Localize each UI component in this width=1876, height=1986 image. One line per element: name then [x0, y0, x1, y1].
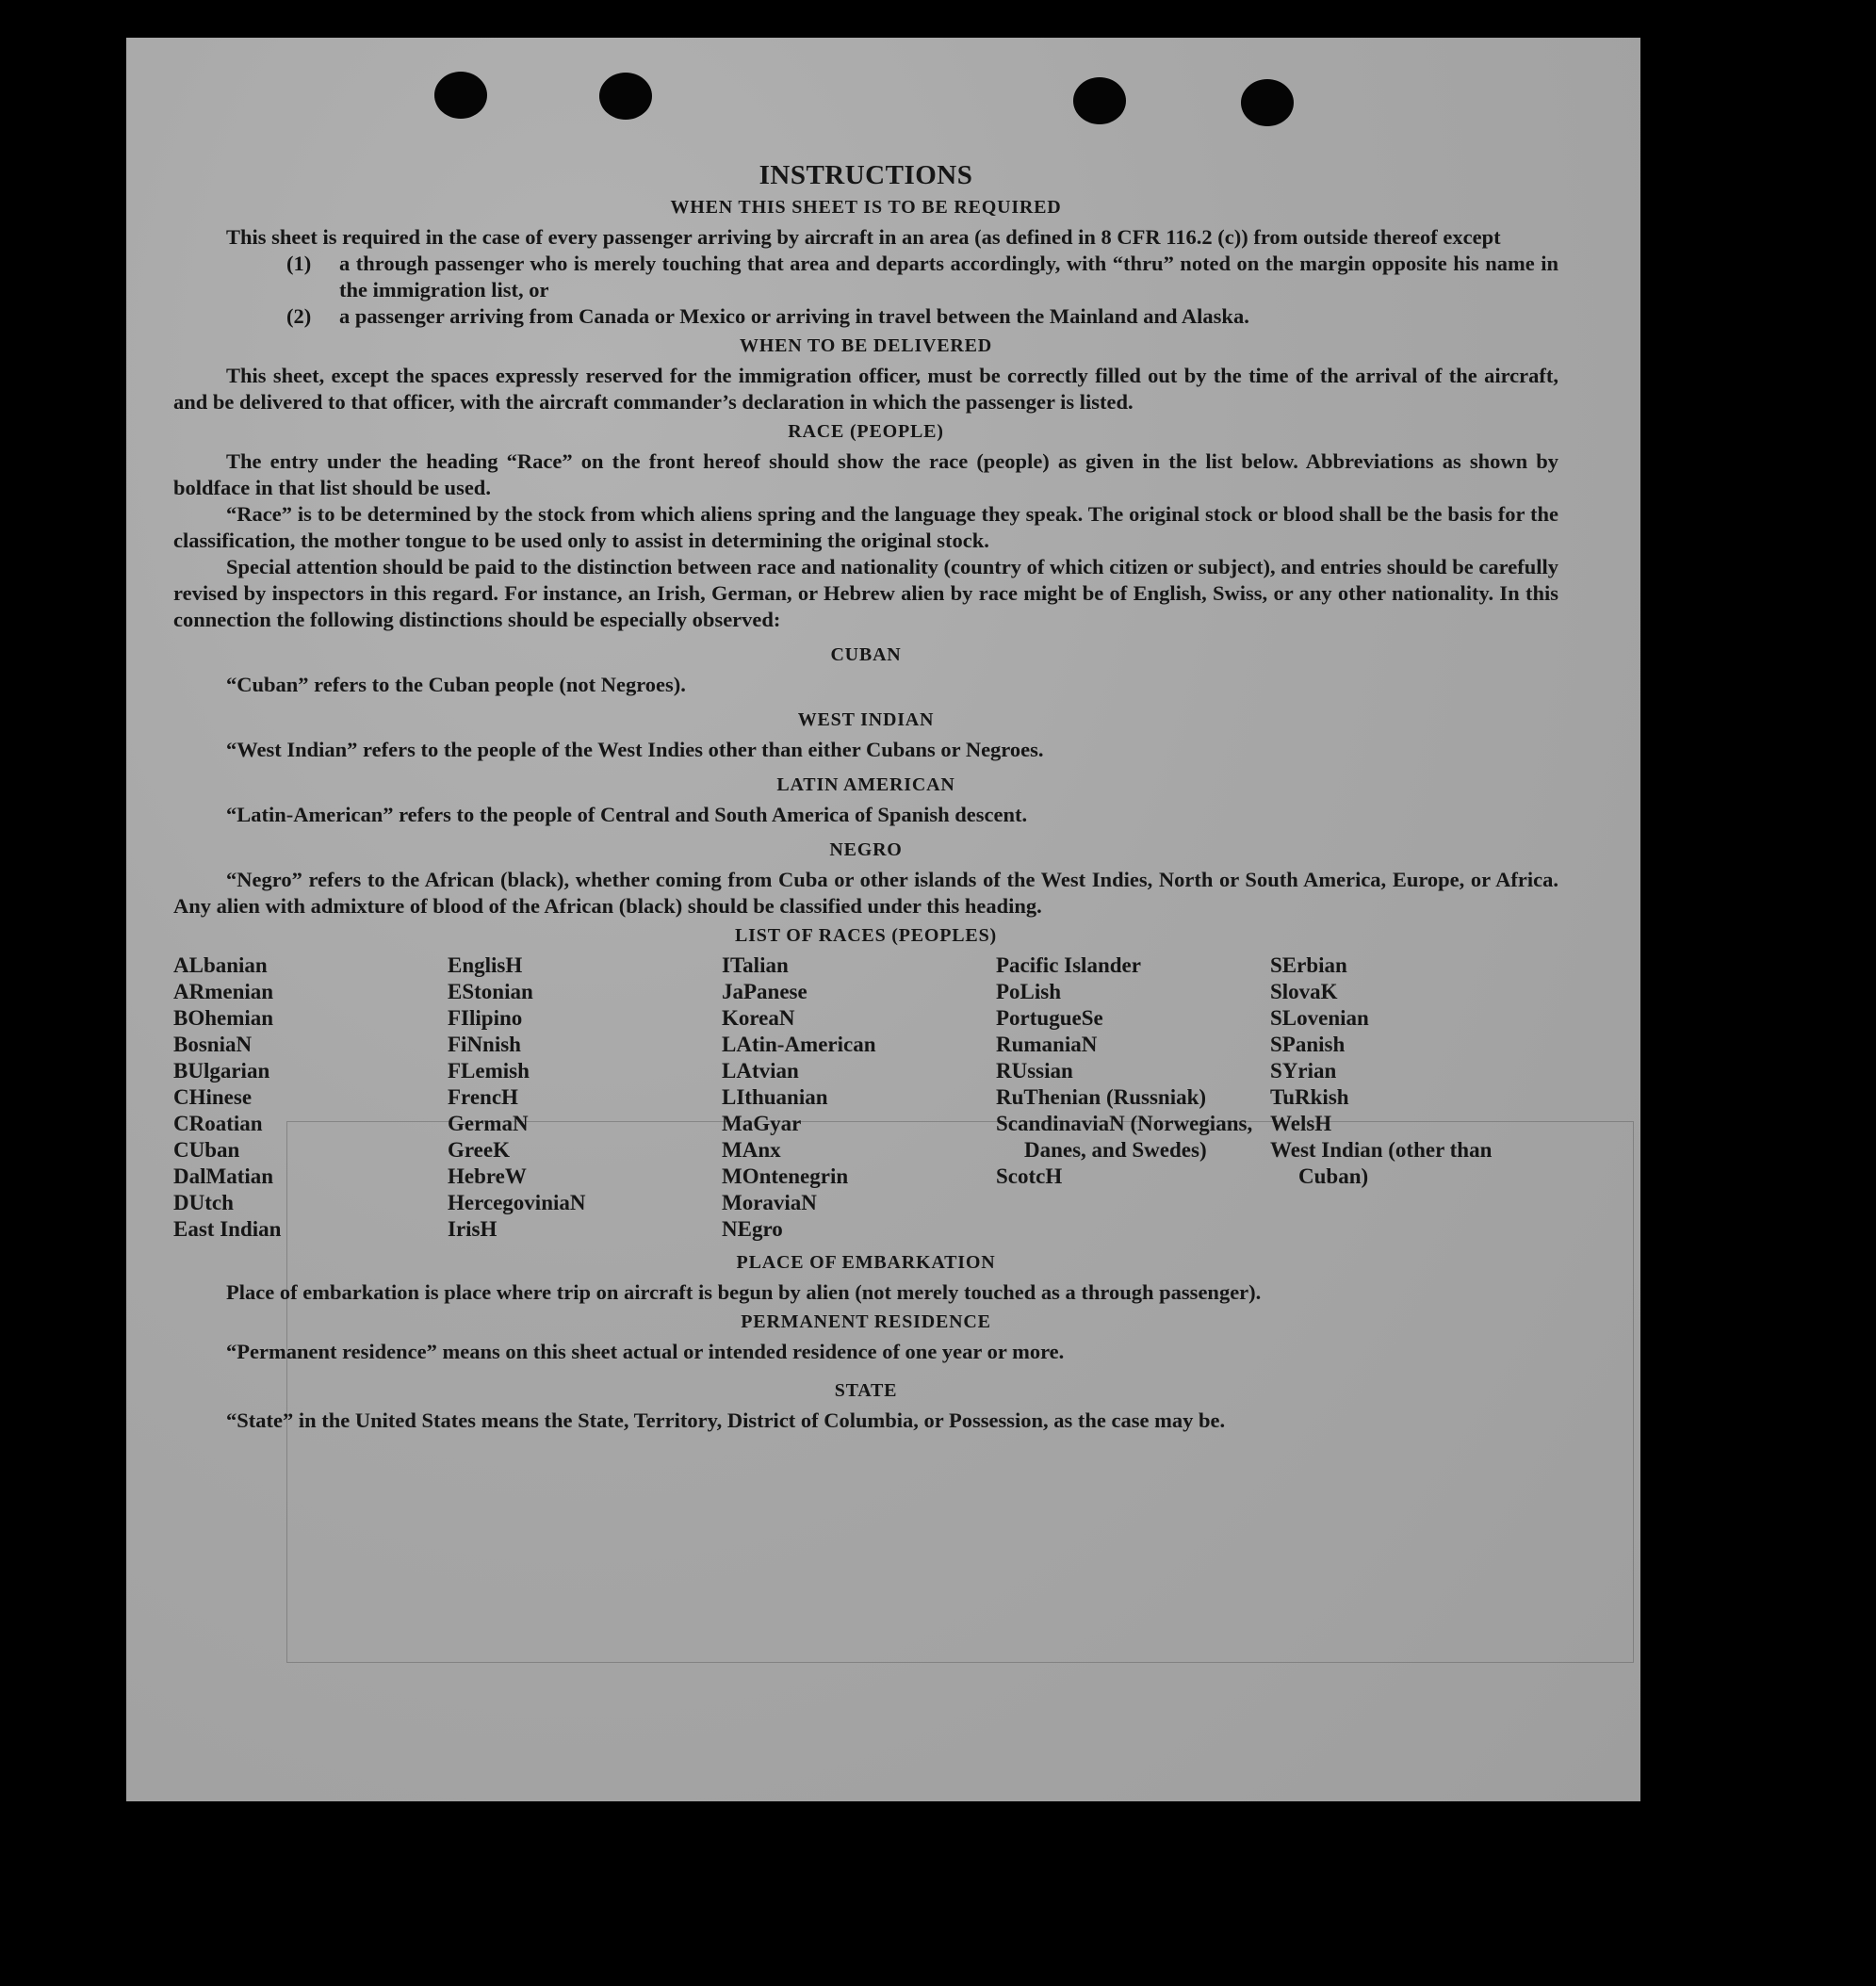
heading-state: STATE — [834, 1380, 898, 1401]
race-entry: ALbanian — [173, 953, 268, 977]
page-title: INSTRUCTIONS — [759, 160, 973, 190]
item-text: a passenger arriving from Canada or Mexico or arriving in travel between the Mainland and Alaska. — [339, 304, 1249, 328]
race-entry: East Indian — [173, 1217, 282, 1241]
race-paragraph-3: Special attention should be paid to the distinction between race and nationality (country of which citizen or subject), and entries should be carefully revised by inspectors in this regard. For instance, an Irish, German, or Hebrew alien by race might be of English, Swiss, or any other nationality. In this connection the following distinctions should be especially observed: — [173, 555, 1558, 631]
races-list — [173, 952, 1558, 1243]
punch-hole-4 — [1241, 79, 1294, 126]
heading-west-indian: WEST INDIAN — [797, 709, 935, 730]
race-entry: RumaniaN — [996, 1033, 1098, 1056]
race-entry: CRoatian — [173, 1112, 263, 1135]
punch-hole-3 — [1073, 77, 1126, 124]
race-entry: KoreaN — [722, 1006, 795, 1030]
races-column-2 — [448, 952, 722, 1243]
exception-item-1 — [286, 251, 1558, 303]
race-entry: DUtch — [173, 1191, 234, 1214]
heading-latin-american: LATIN AMERICAN — [776, 774, 955, 795]
race-entry: WelsH — [1270, 1112, 1332, 1135]
race-entry: DalMatian — [173, 1164, 274, 1188]
race-entry: CHinese — [173, 1085, 253, 1109]
when-delivered-text: This sheet, except the spaces expressly reserved for the immigration officer, must be correctly filled out by the time of the arrival of the aircraft, and be delivered to that officer, with the aircraft commander’s declaration in which the passenger is listed. — [173, 364, 1558, 414]
race-entry: HebreW — [448, 1164, 527, 1188]
embarkation-text: Place of embarkation is place where trip on aircraft is begun by alien (not merely touched as a through passenger). — [226, 1280, 1262, 1304]
instructions-content — [173, 160, 1558, 1434]
race-entry: JaPanese — [722, 980, 807, 1003]
item-text: a through passenger who is merely touching that area and departs accordingly, with “thru” noted on the margin opposite his name in the immigration list, or — [339, 252, 1558, 301]
heading-negro: NEGRO — [829, 839, 903, 860]
race-entry: SPanish — [1270, 1033, 1346, 1056]
race-entry: Pacific Islander — [996, 953, 1141, 977]
race-paragraph-1: The entry under the heading “Race” on the front hereof should show the race (people) as given in the list below. Abbreviations as shown by boldface in that list should be used. — [173, 449, 1558, 499]
race-entry: FrencH — [448, 1085, 518, 1109]
punch-hole-1 — [434, 72, 487, 119]
document-sheet — [126, 38, 1640, 1801]
item-number: (2) — [286, 304, 312, 328]
race-entry: HercegoviniaN — [448, 1191, 586, 1214]
races-column-3 — [722, 952, 996, 1243]
races-column-5 — [1270, 952, 1544, 1243]
heading-cuban: CUBAN — [830, 644, 902, 665]
punch-hole-2 — [599, 73, 652, 120]
race-entry: PoLish — [996, 980, 1062, 1003]
race-entry: RuThenian (Russniak) — [996, 1085, 1207, 1109]
heading-embarkation: PLACE OF EMBARKATION — [736, 1252, 996, 1273]
west-indian-text: “West Indian” refers to the people of the West Indies other than either Cubans or Negroes. — [226, 738, 1044, 761]
when-required-intro: This sheet is required in the case of every passenger arriving by aircraft in an area (as defined in 8 CFR 116.2 (c)) from outside thereof except — [226, 225, 1501, 249]
race-entry: MAnx — [722, 1138, 781, 1162]
permanent-residence-text: “Permanent residence” means on this sheet actual or intended residence of one year or more. — [226, 1340, 1065, 1363]
race-entry: IrisH — [448, 1217, 498, 1241]
race-entry: FiNnish — [448, 1033, 521, 1056]
race-paragraph-2: “Race” is to be determined by the stock from which aliens spring and the language they speak. The original stock or blood shall be the basis for the classification, the mother tongue to be used only to assist in determining the original stock. — [173, 502, 1558, 552]
race-entry: SErbian — [1270, 953, 1347, 977]
race-entry: BosniaN — [173, 1033, 253, 1056]
race-entry: FIlipino — [448, 1006, 523, 1030]
race-entry: MoraviaN — [722, 1191, 817, 1214]
race-entry: SLovenian — [1270, 1006, 1369, 1030]
state-text: “State” in the United States means the State, Territory, District of Columbia, or Possession, as the case may be. — [226, 1408, 1226, 1432]
race-entry: CUban — [173, 1138, 240, 1162]
race-entry: LAtin-American — [722, 1033, 876, 1056]
race-entry: GreeK — [448, 1138, 510, 1162]
races-column-4 — [996, 952, 1270, 1243]
exception-item-2 — [286, 303, 1558, 330]
race-entry: NEgro — [722, 1217, 783, 1241]
cuban-text: “Cuban” refers to the Cuban people (not Negroes). — [226, 673, 686, 696]
race-entry: RUssian — [996, 1059, 1073, 1083]
race-entry: FLemish — [448, 1059, 530, 1083]
latin-american-text: “Latin-American” refers to the people of Central and South America of Spanish descent. — [226, 803, 1028, 826]
race-entry: MaGyar — [722, 1112, 802, 1135]
race-entry: ScandinaviaN (Norwegians, Danes, and Swedes) — [996, 1112, 1253, 1162]
race-entry: PortugueSe — [996, 1006, 1103, 1030]
race-entry: BOhemian — [173, 1006, 274, 1030]
heading-list-of-races: LIST OF RACES (PEOPLES) — [735, 925, 997, 946]
race-entry: BUlgarian — [173, 1059, 270, 1083]
race-entry: ARmenian — [173, 980, 274, 1003]
race-entry: West Indian (other than Cuban) — [1270, 1138, 1493, 1188]
races-column-1 — [173, 952, 448, 1243]
race-entry: SlovaK — [1270, 980, 1338, 1003]
negro-text: “Negro” refers to the African (black), whether coming from Cuba or other islands of the West Indies, North or South America, Europe, or Africa. Any alien with admixture of blood of the African (black) should be classified under this heading. — [173, 868, 1558, 918]
race-entry: MOntenegrin — [722, 1164, 849, 1188]
race-entry: LAtvian — [722, 1059, 799, 1083]
race-entry: ScotcH — [996, 1164, 1063, 1188]
heading-permanent-residence: PERMANENT RESIDENCE — [741, 1311, 991, 1332]
race-entry: GermaN — [448, 1112, 529, 1135]
heading-when-delivered: WHEN TO BE DELIVERED — [739, 335, 993, 356]
race-entry: TuRkish — [1270, 1085, 1349, 1109]
heading-race: RACE (PEOPLE) — [788, 421, 944, 442]
race-entry: SYrian — [1270, 1059, 1337, 1083]
race-entry: EStonian — [448, 980, 533, 1003]
race-entry: ITalian — [722, 953, 789, 977]
race-entry: EnglisH — [448, 953, 523, 977]
race-entry: LIthuanian — [722, 1085, 828, 1109]
item-number: (1) — [286, 252, 312, 275]
heading-when-required: WHEN THIS SHEET IS TO BE REQUIRED — [670, 197, 1062, 218]
